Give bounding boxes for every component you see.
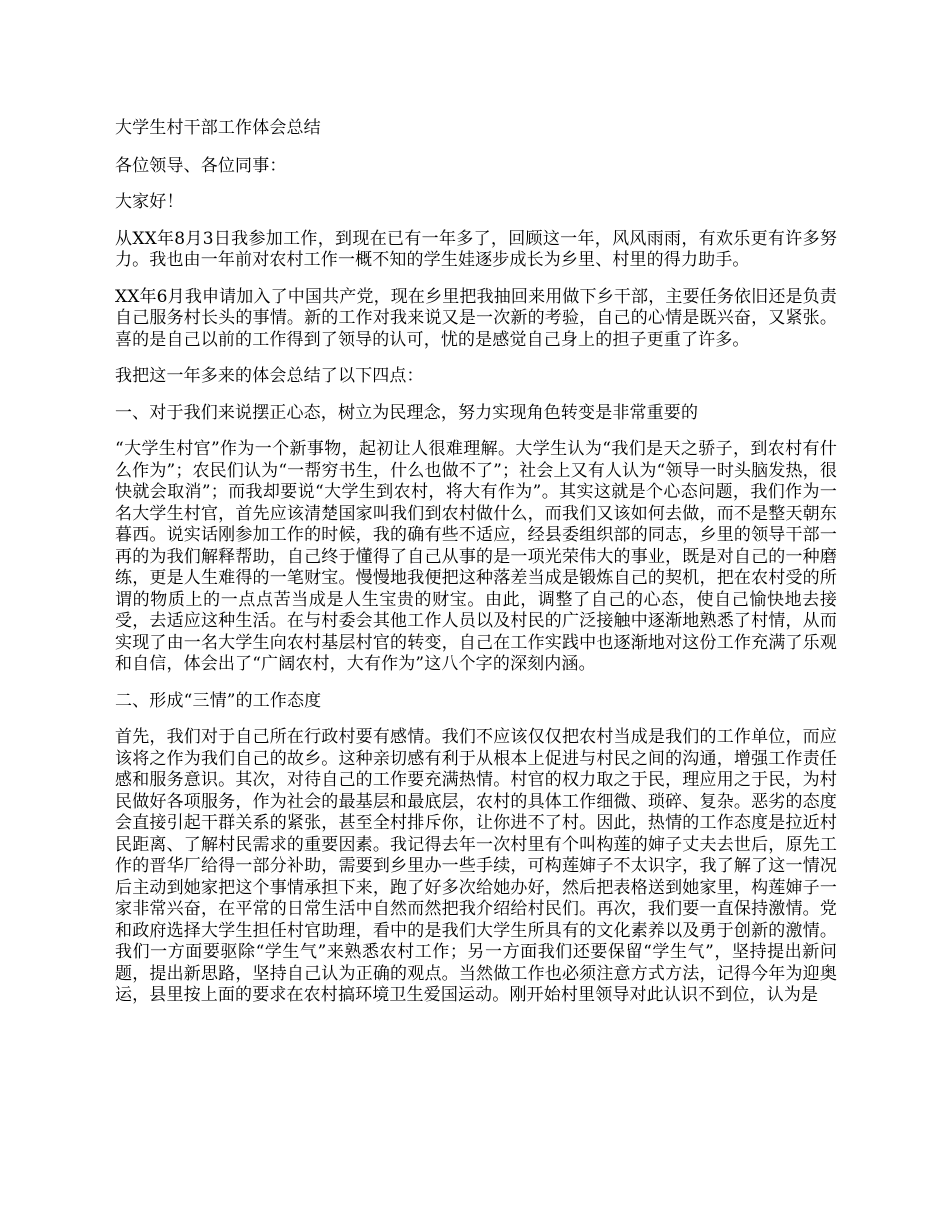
document-page [115, 118, 837, 1022]
paragraph-party: XX年6月我申请加入了中国共产党，现在乡里把我抽回来用做下乡干部，主要任务依旧还是负责自己服务村长头的事情。新的工作对我来说又是一次新的考验，自己的心情是既兴奋，又紧张。喜的是自己以前的工作得到了领导的认可，忧的是感觉自己身上的担子更重了许多。 [115, 286, 837, 350]
salutation: 各位领导、各位同事： [115, 155, 287, 176]
paragraph-section-2: 首先，我们对于自己所在行政村要有感情。我们不应该仅仅把农村当成是我们的工作单位，而应该将之作为我们自己的故乡。这种亲切感有利于从根本上促进与村民之间的沟通，增强工作责任感和服务意识。其次，对待自己的工作要充满热情。村官的权力取之于民，理应用之于民，为村民做好各项服务，作为社会的最基层和最底层，农村的具体工作细微、琐碎、复杂。恶劣的态度会直接引起干群关系的紧张，甚至全村排斥你，让你进不了村。因此，热情的工作态度是拉近村民距离、了解村民需求的重要因素。我记得去年一次村里有个叫构莲的婶子丈夫去世后，原先工作的晋华厂给得一部分补助，需要到乡里办一些手续，可构莲婶子不太识字，我了解了这一情况后主动到她家把这个事情承担下来，跑了好多次给她办好，然后把表格送到她家里，构莲婶子一家非常兴奋，在平常的日常生活中自然而然把我介绍给村民们。再次，我们要一直保持激情。党和政府选择大学生担任村官助理，看中的是我们大学生所具有的文化素养以及勇于创新的激情。我们一方面要驱除“学生气”来熟悉农村工作；另一方面我们还要保留“学生气”，坚持提出新问题，提出新思路，坚持自己认为正确的观点。当然做工作也必须注意方式方法，记得今年为迎奥运，县里按上面的要求在农村搞环境卫生爱国运动。刚开始村里领导对此认识不到位，认为是 [115, 727, 837, 1005]
paragraph-section-1: “大学生村官”作为一个新事物，起初让人很难理解。大学生认为“我们是天之骄子，到农村有什么作为”；农民们认为“一帮穷书生，什么也做不了”；社会上又有人认为“领导一时头脑发热，很快就会取消”；而我却要说“大学生到农村，将大有作为”。其实这就是个心态问题，我们作为一名大学生村官，首先应该清楚国家叫我们到农村做什么，而我们又该如何去做，而不是整天朝东暮西。说实话刚参加工作的时候，我的确有些不适应，经县委组织部的同志，乡里的领导干部一再的为我们解释帮助，自己终于懂得了自己从事的是一项光荣伟大的事业，既是对自己的一种磨练，更是人生难得的一笔财宝。慢慢地我便把这种落差当成是锻炼自己的契机，把在农村受的所谓的物质上的一点点苦当成是人生宝贵的财宝。由此，调整了自己的心态，使自己愉快地去接受，去适应这种生活。在与村委会其他工作人员以及村民的广泛接触中逐渐地熟悉了村情，从而实现了由一名大学生向农村基层村官的转变，自己在工作实践中也逐渐地对这份工作充满了乐观和自信，体会出了“广阔农村，大有作为”这八个字的深刻内涵。 [115, 439, 837, 674]
document-title: 大学生村干部工作体会总结 [115, 118, 321, 138]
section-heading-1: 一、对于我们来说摆正心态，树立为民理念，努力实现角色转变是非常重要的 [115, 402, 699, 423]
paragraph-summary-lead: 我把这一年多来的体会总结了以下四点： [115, 366, 424, 386]
section-heading-2: 二、形成“三情”的工作态度 [115, 690, 322, 711]
greeting: 大家好！ [115, 192, 184, 212]
paragraph-intro: 从XX年8月3日我参加工作，到现在已有一年多了，回顾这一年，风风雨雨，有欢乐更有许多努力。我也由一年前对农村工作一概不知的学生娃逐步成长为乡里、村里的得力助手。 [115, 228, 837, 270]
